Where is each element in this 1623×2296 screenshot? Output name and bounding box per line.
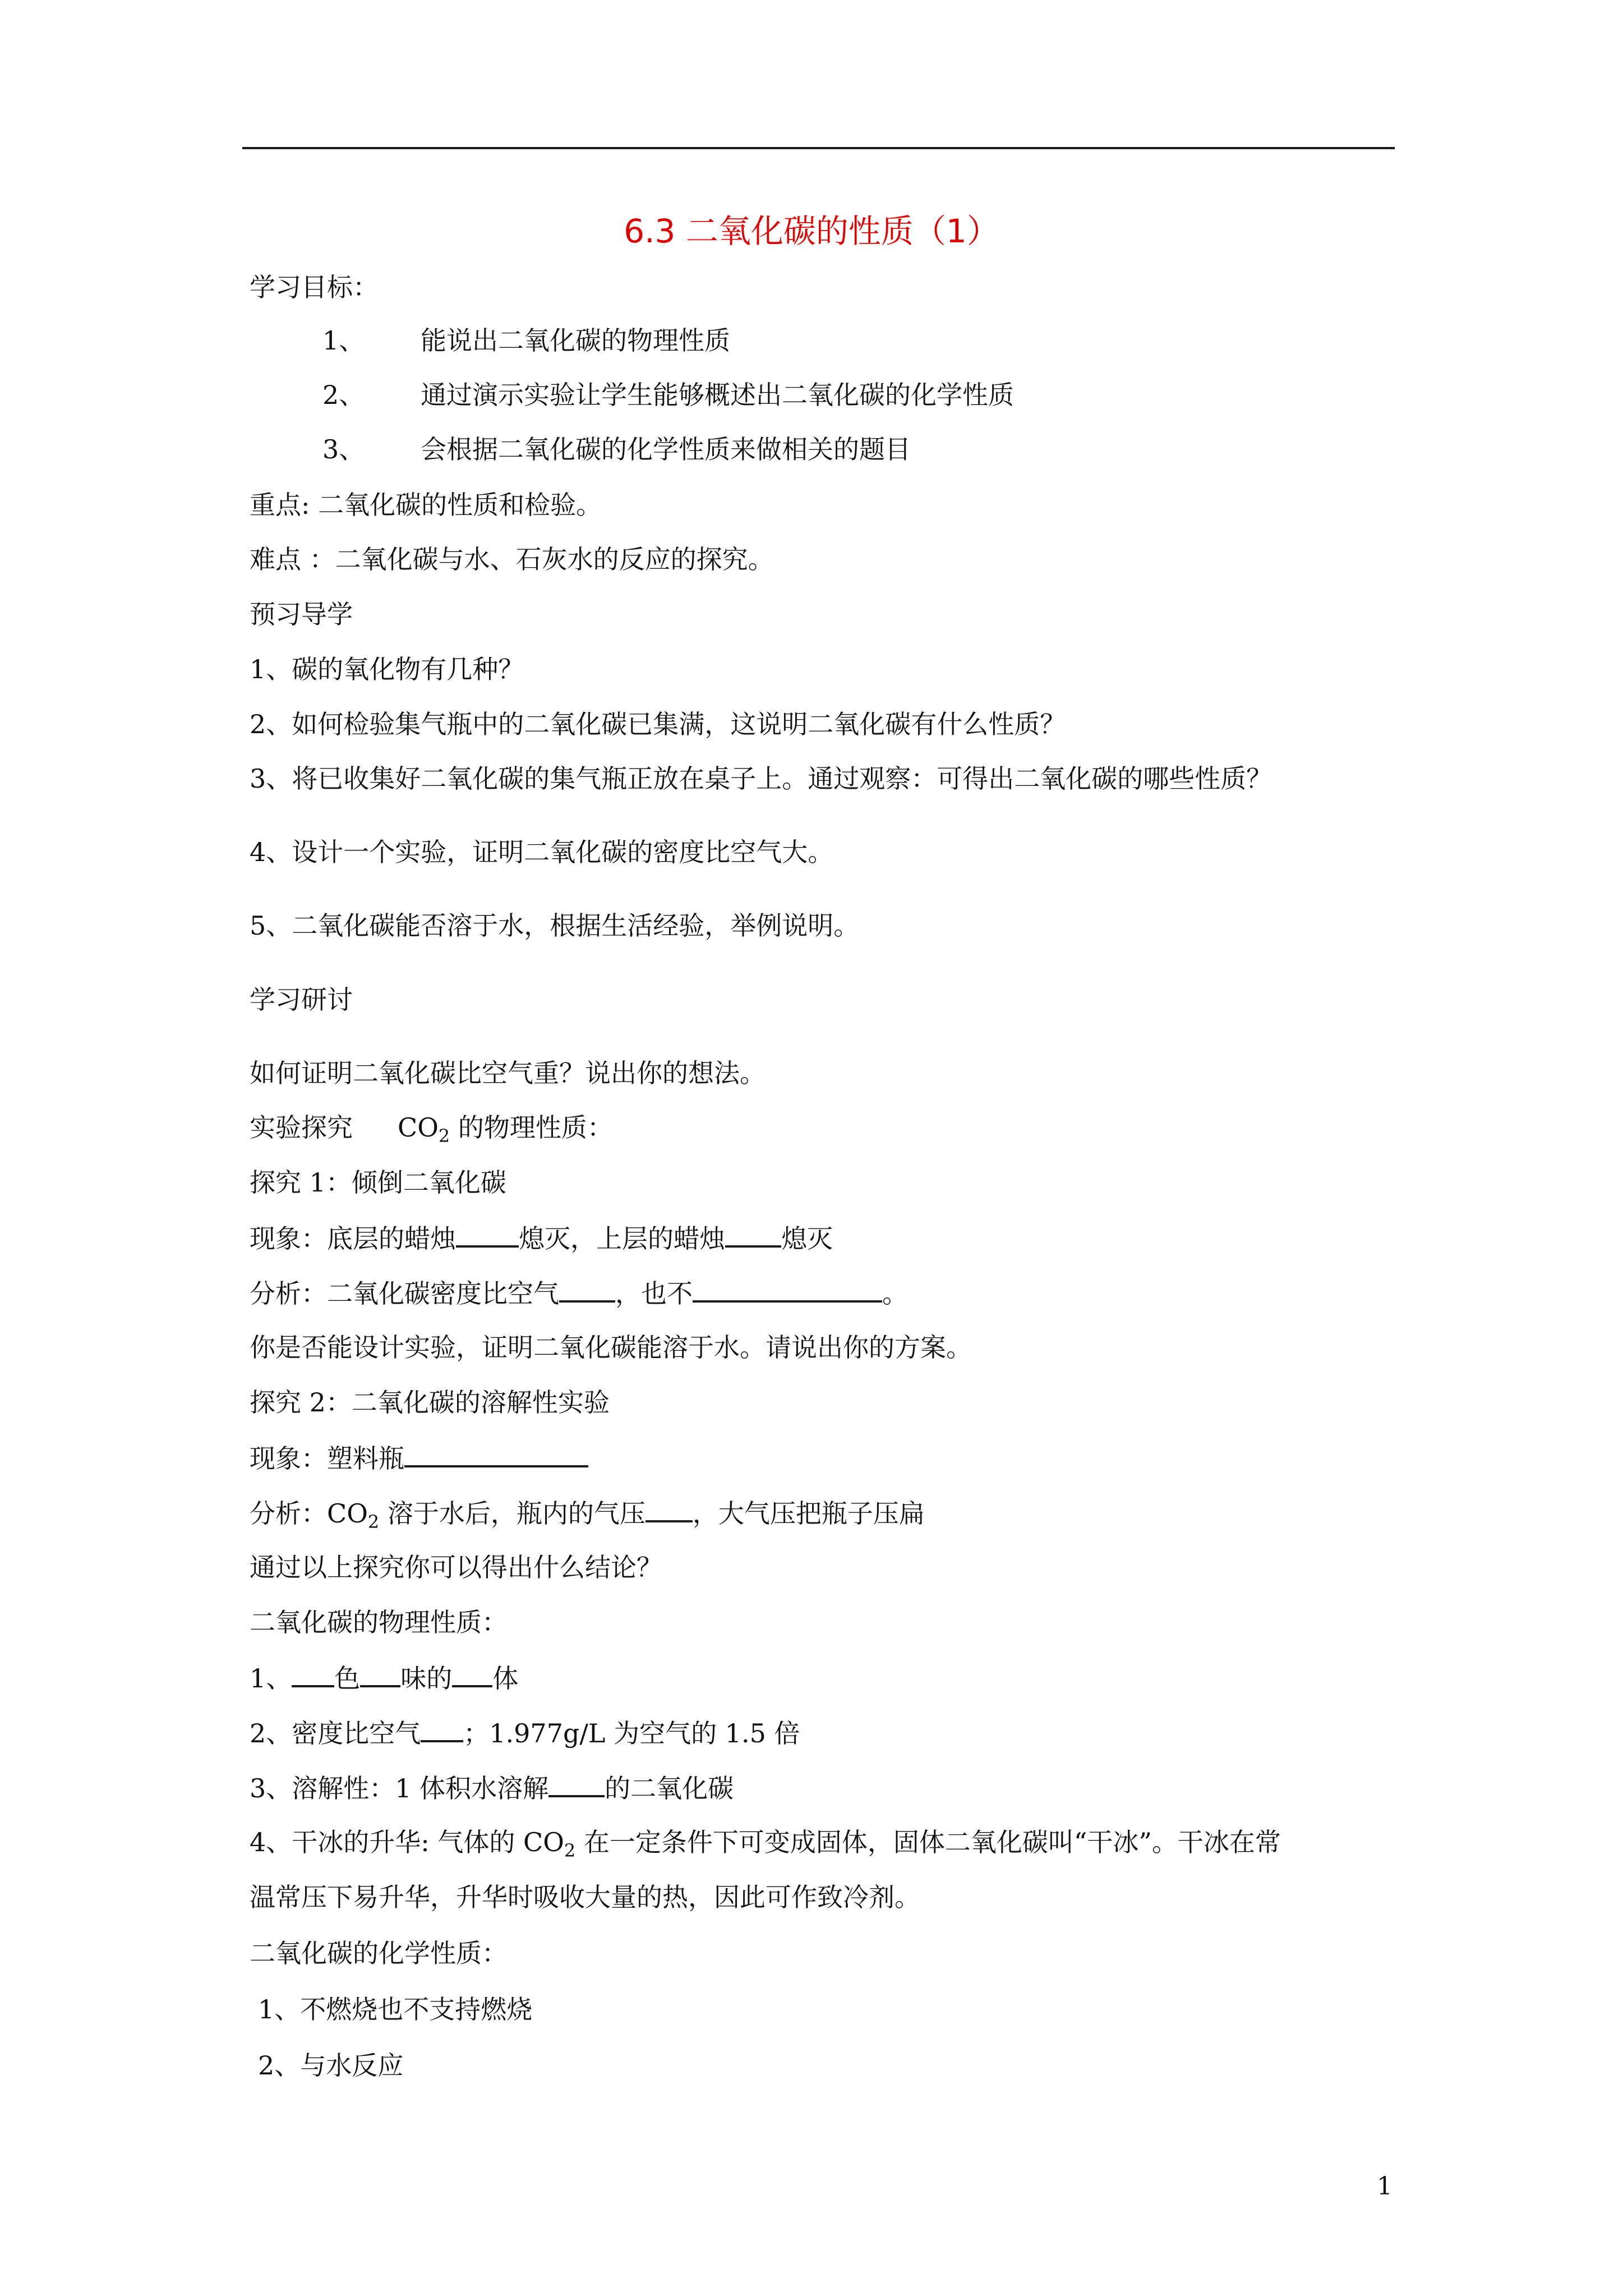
physical-property-subscript: 2 [564, 1840, 576, 1861]
physical-property-text: 3、溶解性：1 体积水溶解 [250, 1773, 549, 1803]
answer-blank[interactable] [452, 1659, 492, 1687]
difficulty: 难点 ：二氧化碳与水、石灰水的反应的探究。 [250, 544, 774, 574]
phenomenon-2-text: 现象：塑料瓶 [250, 1443, 404, 1474]
objective-text: 会根据二氧化碳的化学性质来做相关的题目 [421, 434, 911, 464]
physical-property-text: 色 [334, 1663, 361, 1694]
analysis-2-subscript: 2 [367, 1511, 380, 1533]
phenomenon-2 [250, 1439, 588, 1476]
conclusion-question: 通过以上探究你可以得出什么结论？ [250, 1552, 662, 1582]
objective-number: 2、 [322, 380, 365, 410]
physical-property-text: 4、干冰的升华: 气体的 CO [250, 1827, 564, 1857]
experiment-prefix: 实验探究 [250, 1112, 353, 1143]
experiment-suffix: 的物理性质： [450, 1112, 613, 1143]
chemical-property: 2、与水反应 [258, 2050, 404, 2081]
preview-heading: 预习导学 [250, 599, 353, 629]
chemical-property: 1、不燃烧也不支持燃烧 [258, 1994, 533, 2024]
physical-property-3 [250, 1769, 734, 1806]
physical-property-text: 在一定条件下可变成固体，固体二氧化碳叫“干冰”。干冰在常 [575, 1827, 1281, 1857]
preview-question: 3、将已收集好二氧化碳的集气瓶正放在桌子上。通过观察：可得出二氧化碳的哪些性质？ [250, 763, 1272, 794]
objective-text: 通过演示实验让学生能够概述出二氧化碳的化学性质 [421, 380, 1014, 410]
objective-number: 3、 [322, 434, 365, 464]
analysis-2 [250, 1494, 925, 1531]
experiment-co: CO [398, 1112, 439, 1143]
objective-item [322, 377, 1014, 413]
preview-question: 2、如何检验集气瓶中的二氧化碳已集满，这说明二氧化碳有什么性质？ [250, 709, 1066, 739]
answer-blank[interactable] [725, 1220, 781, 1248]
analysis-1-text: 分析：二氧化碳密度比空气 [250, 1278, 559, 1309]
physical-property-4 [250, 1824, 1281, 1860]
physical-property-text: 体 [492, 1663, 519, 1694]
preview-question: 1、碳的氧化物有几种？ [250, 654, 524, 684]
page-number: 1 [1377, 2172, 1393, 2201]
objective-item [322, 431, 911, 467]
physical-property-1 [250, 1659, 518, 1696]
physical-property-text: 的二氧化碳 [605, 1773, 734, 1803]
answer-blank[interactable] [421, 1714, 463, 1742]
physical-heading: 二氧化碳的物理性质： [250, 1607, 508, 1637]
phenomenon-1-text: 现象：底层的蜡烛 [250, 1223, 456, 1254]
physical-property-2 [250, 1714, 800, 1751]
chemical-heading: 二氧化碳的化学性质： [250, 1938, 508, 1968]
analysis-2-text: ，大气压把瓶子压扁 [692, 1498, 925, 1529]
analysis-1-text: 。 [882, 1278, 908, 1309]
answer-blank[interactable] [645, 1494, 693, 1522]
physical-property-text: 味的 [400, 1663, 453, 1694]
analysis-1-text: ，也不 [615, 1278, 693, 1309]
physical-property-number: 1、 [250, 1663, 292, 1694]
key-point: 重点: 二氧化碳的性质和检验。 [250, 490, 602, 520]
phenomenon-1-text: 熄灭 [781, 1223, 833, 1254]
objective-text: 能说出二氧化碳的物理性质 [421, 325, 730, 356]
header-rule [242, 147, 1395, 149]
experiment-title [250, 1110, 613, 1145]
objective-item [322, 323, 730, 358]
preview-question: 4、设计一个实验，证明二氧化碳的密度比空气大。 [250, 837, 834, 867]
physical-property-4-cont: 温常压下易升华，升华时吸收大量的热，因此可作致冷剂。 [250, 1882, 920, 1912]
page-title: 6.3 二氧化碳的性质（1） [624, 212, 999, 250]
answer-blank[interactable] [360, 1659, 400, 1687]
answer-blank[interactable] [559, 1274, 615, 1303]
experiment-subscript: 2 [438, 1125, 450, 1147]
phenomenon-1-text: 熄灭，上层的蜡烛 [519, 1223, 725, 1254]
objectives-heading: 学习目标： [250, 272, 379, 302]
preview-question: 5、二氧化碳能否溶于水，根据生活经验，举例说明。 [250, 910, 860, 941]
explore-1: 探究 1：倾倒二氧化碳 [250, 1167, 506, 1198]
physical-property-text: 2、密度比空气 [250, 1718, 421, 1749]
answer-blank[interactable] [548, 1769, 605, 1797]
objective-number: 1、 [322, 325, 365, 356]
physical-property-text: ；1.977g/L 为空气的 1.5 倍 [463, 1718, 800, 1749]
answer-blank[interactable] [456, 1220, 519, 1248]
answer-blank[interactable] [292, 1659, 334, 1687]
design-question: 你是否能设计实验，证明二氧化碳能溶于水。请说出你的方案。 [250, 1332, 972, 1363]
analysis-2-text: 分析：CO [250, 1498, 368, 1529]
study-question: 如何证明二氧化碳比空气重？说出你的想法。 [250, 1058, 766, 1088]
study-heading: 学习研讨 [250, 984, 353, 1015]
phenomenon-1 [250, 1220, 833, 1257]
answer-blank[interactable] [693, 1274, 882, 1303]
analysis-2-text: 溶于水后，瓶内的气压 [379, 1498, 645, 1529]
answer-blank[interactable] [404, 1439, 588, 1467]
explore-2: 探究 2：二氧化碳的溶解性实验 [250, 1387, 610, 1418]
analysis-1 [250, 1274, 908, 1312]
